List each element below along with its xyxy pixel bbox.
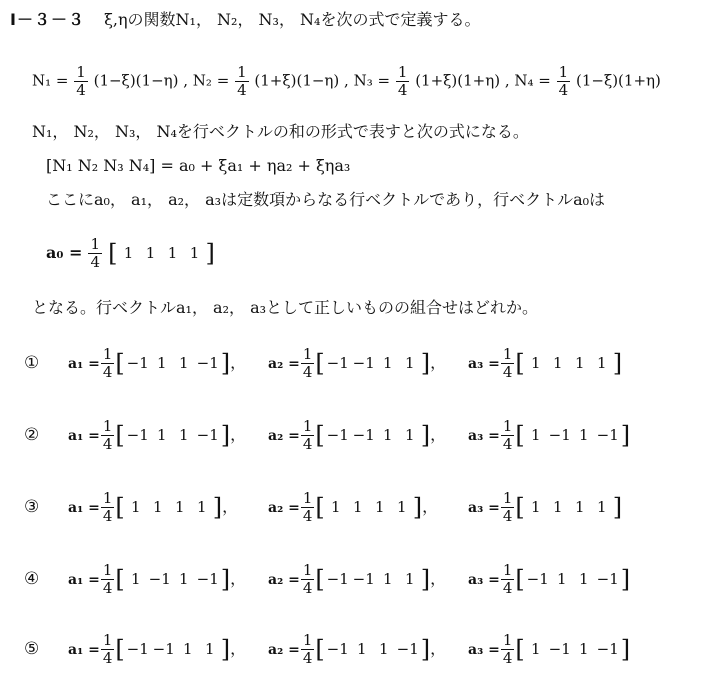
option-a1-vector — [68, 418, 268, 453]
vector-entry: −1 — [352, 570, 375, 588]
fraction-denominator: 4 — [237, 81, 247, 99]
fraction-denominator: 4 — [502, 435, 513, 453]
vector-entry: 1 — [189, 244, 200, 262]
fraction — [301, 346, 315, 381]
bracket-open: [ — [315, 493, 325, 522]
fraction-numerator: 1 — [502, 345, 513, 363]
fraction — [501, 632, 515, 667]
bracket-close: ] — [620, 421, 631, 450]
fraction-numerator: 1 — [502, 489, 513, 507]
answer-option[interactable] — [24, 490, 622, 525]
vector-entry: −1 — [152, 640, 175, 658]
body-sentence-2: ここにa₀， a₁， a₂， a₃は定数項からなる行ベクトルであり，行ベクトルa₀は — [46, 190, 606, 209]
vector-entry: −1 — [352, 354, 375, 372]
bracket-open: [ — [108, 239, 118, 268]
vector-entry: 1 — [596, 354, 607, 372]
vector-entry: 1 — [352, 498, 363, 516]
vector-entry: 1 — [596, 498, 607, 516]
option-number: ⑤ — [24, 639, 40, 659]
fraction-numerator: 1 — [90, 235, 100, 253]
a3-label: a₃ = — [468, 642, 500, 658]
vector-entry: −1 — [548, 426, 571, 444]
bracket-open: [ — [115, 493, 125, 522]
vector-entry: −1 — [126, 354, 149, 372]
vector-entry: 1 — [404, 426, 415, 444]
option-a3-vector — [468, 632, 630, 667]
vector-entry: −1 — [126, 640, 149, 658]
vector-entry: −1 — [196, 354, 219, 372]
option-a2-vector — [268, 418, 468, 453]
fraction-denominator: 4 — [558, 81, 569, 99]
a3-label: a₃ = — [468, 572, 500, 588]
answer-option[interactable] — [24, 632, 630, 667]
vector-entry: 1 — [578, 570, 589, 588]
vector-entry: 1 — [130, 570, 141, 588]
fraction — [501, 490, 515, 525]
n1-expression: (1−ξ)(1−η) , — [93, 71, 189, 90]
vector-entry: −1 — [396, 640, 419, 658]
option-number: ② — [24, 425, 40, 445]
fraction-denominator: 4 — [302, 363, 313, 381]
fraction-denominator: 4 — [102, 435, 113, 453]
fraction-numerator: 1 — [237, 63, 247, 81]
bracket-open: [ — [115, 565, 125, 594]
vector-entry: 1 — [178, 570, 189, 588]
bracket-close: ] — [412, 493, 423, 522]
fraction-denominator: 4 — [502, 507, 513, 525]
bracket-close: ] — [220, 349, 231, 378]
fraction-numerator: 1 — [102, 345, 113, 363]
a1-label: a₁ = — [68, 572, 100, 588]
bracket-open: [ — [315, 635, 325, 664]
separator: ， — [230, 639, 247, 658]
answer-option[interactable] — [24, 562, 630, 597]
fraction-denominator: 4 — [502, 363, 513, 381]
bracket-close: ] — [220, 565, 231, 594]
n4-label: N₄ = — [514, 71, 551, 90]
option-number: ④ — [24, 569, 40, 589]
separator: ， — [430, 569, 447, 588]
fraction-numerator: 1 — [302, 631, 313, 649]
option-number: ③ — [24, 497, 40, 517]
fraction-numerator: 1 — [76, 63, 86, 81]
option-a2-vector — [268, 562, 468, 597]
vector-entry: 1 — [130, 498, 141, 516]
fraction-denominator: 4 — [397, 81, 408, 99]
vector-entry: −1 — [352, 426, 375, 444]
vector-entry: −1 — [596, 426, 619, 444]
bracket-open: [ — [515, 421, 525, 450]
separator: ， — [230, 353, 247, 372]
bracket-close: ] — [220, 421, 231, 450]
bracket-close: ] — [612, 349, 623, 378]
fraction — [74, 64, 88, 99]
separator: ， — [430, 425, 447, 444]
n2-label: N₂ = — [192, 71, 230, 90]
option-a1-vector — [68, 346, 268, 381]
bracket-close: ] — [220, 635, 231, 664]
vector-entry: 1 — [378, 640, 389, 658]
bracket-open: [ — [315, 421, 325, 450]
bracket-close: ] — [212, 493, 223, 522]
vector-entry: 1 — [382, 354, 393, 372]
vector-entry: 1 — [182, 640, 193, 658]
fraction-numerator: 1 — [102, 631, 113, 649]
a0-label: a₀ = — [46, 243, 83, 262]
vector-entry: 1 — [396, 498, 407, 516]
fraction-denominator: 4 — [102, 579, 113, 597]
fraction — [301, 418, 315, 453]
fraction-numerator: 1 — [302, 489, 313, 507]
bracket-close: ] — [420, 635, 431, 664]
bracket-close: ] — [205, 239, 215, 268]
vector-entry: −1 — [326, 640, 349, 658]
a2-label: a₂ = — [268, 572, 300, 588]
fraction-denominator: 4 — [102, 507, 113, 525]
option-a3-vector — [468, 562, 630, 597]
vector-entry: 1 — [404, 570, 415, 588]
fraction — [501, 562, 515, 597]
bracket-open: [ — [115, 421, 125, 450]
bracket-close: ] — [620, 635, 631, 664]
body-sentence-3: となる。行ベクトルa₁， a₂， a₃として正しいものの組合せはどれか。 — [32, 298, 539, 317]
fraction-denominator: 4 — [302, 435, 313, 453]
vector-entry: 1 — [167, 244, 178, 262]
fraction-numerator: 1 — [302, 345, 313, 363]
vector-entry: 1 — [530, 354, 541, 372]
separator: ， — [222, 497, 239, 516]
fraction-denominator: 4 — [502, 579, 513, 597]
bracket-close: ] — [620, 565, 631, 594]
a0-definition — [46, 236, 215, 271]
row-vector-equation: [N₁ N₂ N₃ N₄] = a₀ + ξa₁ + ηa₂ + ξηa₃ — [46, 156, 351, 175]
fraction-numerator: 1 — [502, 417, 513, 435]
bracket-open: [ — [315, 565, 325, 594]
fraction-numerator: 1 — [102, 489, 113, 507]
vector-entry: 1 — [145, 244, 156, 262]
separator: ， — [430, 639, 447, 658]
vector-entry: 1 — [156, 354, 167, 372]
fraction — [557, 64, 571, 99]
vector-entry: 1 — [156, 426, 167, 444]
answer-option[interactable] — [24, 418, 630, 453]
fraction-numerator: 1 — [302, 417, 313, 435]
question-header — [10, 10, 480, 30]
bracket-open: [ — [315, 349, 325, 378]
fraction — [101, 490, 115, 525]
vector-entry: −1 — [148, 570, 171, 588]
vector-entry: 1 — [152, 498, 163, 516]
vector-entry: 1 — [196, 498, 207, 516]
bracket-open: [ — [515, 635, 525, 664]
fraction-numerator: 1 — [102, 561, 113, 579]
a1-label: a₁ = — [68, 428, 100, 444]
n3-expression: (1+ξ)(1+η) , — [415, 71, 510, 90]
fraction — [101, 346, 115, 381]
option-a1-vector — [68, 562, 268, 597]
vector-entry: 1 — [404, 354, 415, 372]
fraction — [301, 632, 315, 667]
bracket-close: ] — [612, 493, 623, 522]
fraction — [501, 418, 515, 453]
fraction-numerator: 1 — [102, 417, 113, 435]
vector-entry: 1 — [552, 354, 563, 372]
vector-entry: 1 — [204, 640, 215, 658]
fraction-numerator: 1 — [302, 561, 313, 579]
vector-entry: 1 — [574, 354, 585, 372]
vector-entry: −1 — [526, 570, 549, 588]
fraction — [396, 64, 410, 99]
vector-entry: 1 — [578, 426, 589, 444]
vector-entry: 1 — [556, 570, 567, 588]
option-number: ① — [24, 353, 40, 373]
question-intro: ξ,ηの関数N₁， N₂， N₃， N₄を次の式で定義する。 — [104, 10, 481, 29]
fraction — [101, 418, 115, 453]
vector-entry: −1 — [326, 426, 349, 444]
a2-label: a₂ = — [268, 500, 300, 516]
separator: ， — [230, 569, 247, 588]
vector-entry: −1 — [326, 570, 349, 588]
n4-expression: (1−ξ)(1+η) — [575, 71, 661, 90]
n2-expression: (1+ξ)(1−η) , — [254, 71, 349, 90]
fraction — [101, 562, 115, 597]
a3-label: a₃ = — [468, 500, 500, 516]
option-a2-vector — [268, 490, 468, 525]
bracket-open: [ — [515, 565, 525, 594]
vector-entry: 1 — [530, 426, 541, 444]
fraction-numerator: 1 — [502, 561, 513, 579]
vector-entry: −1 — [548, 640, 571, 658]
a2-label: a₂ = — [268, 642, 300, 658]
option-a3-vector — [468, 418, 630, 453]
n1-label: N₁ = — [32, 71, 69, 90]
a2-label: a₂ = — [268, 356, 300, 372]
fraction-denominator: 4 — [302, 507, 313, 525]
option-a1-vector — [68, 490, 268, 525]
question-number: Ⅰ－３－３ — [10, 10, 85, 29]
option-a1-vector — [68, 632, 268, 667]
fraction-denominator: 4 — [302, 579, 313, 597]
vector-entry: 1 — [356, 640, 367, 658]
vector-entry: 1 — [578, 640, 589, 658]
fraction-denominator: 4 — [102, 363, 113, 381]
vector-entry: 1 — [123, 244, 134, 262]
option-a2-vector — [268, 346, 468, 381]
fraction-numerator: 1 — [558, 63, 569, 81]
separator: ， — [422, 497, 439, 516]
option-a3-vector — [468, 346, 622, 381]
fraction-denominator: 4 — [502, 649, 513, 667]
fraction — [88, 236, 102, 271]
a1-label: a₁ = — [68, 356, 100, 372]
vector-entry: 1 — [330, 498, 341, 516]
vector-entry: −1 — [196, 426, 219, 444]
vector-entry: −1 — [196, 570, 219, 588]
fraction-denominator: 4 — [76, 81, 86, 99]
vector-entry: 1 — [574, 498, 585, 516]
shape-function-definitions — [32, 64, 661, 99]
fraction — [501, 346, 515, 381]
vector-entry: 1 — [174, 498, 185, 516]
fraction-denominator: 4 — [90, 253, 100, 271]
fraction-numerator: 1 — [502, 631, 513, 649]
bracket-open: [ — [515, 349, 525, 378]
vector-entry: −1 — [596, 570, 619, 588]
bracket-close: ] — [420, 349, 431, 378]
body-sentence-1: N₁， N₂， N₃， N₄を行ベクトルの和の形式で表すと次の式になる。 — [32, 122, 529, 141]
separator: ， — [230, 425, 247, 444]
bracket-close: ] — [420, 421, 431, 450]
fraction — [301, 562, 315, 597]
a2-label: a₂ = — [268, 428, 300, 444]
vector-entry: 1 — [382, 426, 393, 444]
fraction — [301, 490, 315, 525]
vector-entry: 1 — [374, 498, 385, 516]
separator: ， — [430, 353, 447, 372]
fraction-denominator: 4 — [102, 649, 113, 667]
bracket-close: ] — [420, 565, 431, 594]
option-a3-vector — [468, 490, 622, 525]
vector-entry: 1 — [530, 640, 541, 658]
option-a2-vector — [268, 632, 468, 667]
bracket-open: [ — [515, 493, 525, 522]
vector-entry: −1 — [596, 640, 619, 658]
fraction — [235, 64, 249, 99]
fraction-numerator: 1 — [397, 63, 408, 81]
a1-label: a₁ = — [68, 642, 100, 658]
vector-entry: 1 — [178, 354, 189, 372]
fraction — [101, 632, 115, 667]
vector-entry: −1 — [126, 426, 149, 444]
answer-option[interactable] — [24, 346, 622, 381]
a1-label: a₁ = — [68, 500, 100, 516]
a3-label: a₃ = — [468, 356, 500, 372]
n3-label: N₃ = — [353, 71, 391, 90]
bracket-open: [ — [115, 349, 125, 378]
vector-entry: 1 — [552, 498, 563, 516]
bracket-open: [ — [115, 635, 125, 664]
vector-entry: −1 — [326, 354, 349, 372]
vector-entry: 1 — [530, 498, 541, 516]
fraction-denominator: 4 — [302, 649, 313, 667]
vector-entry: 1 — [178, 426, 189, 444]
a3-label: a₃ = — [468, 428, 500, 444]
vector-entry: 1 — [382, 570, 393, 588]
